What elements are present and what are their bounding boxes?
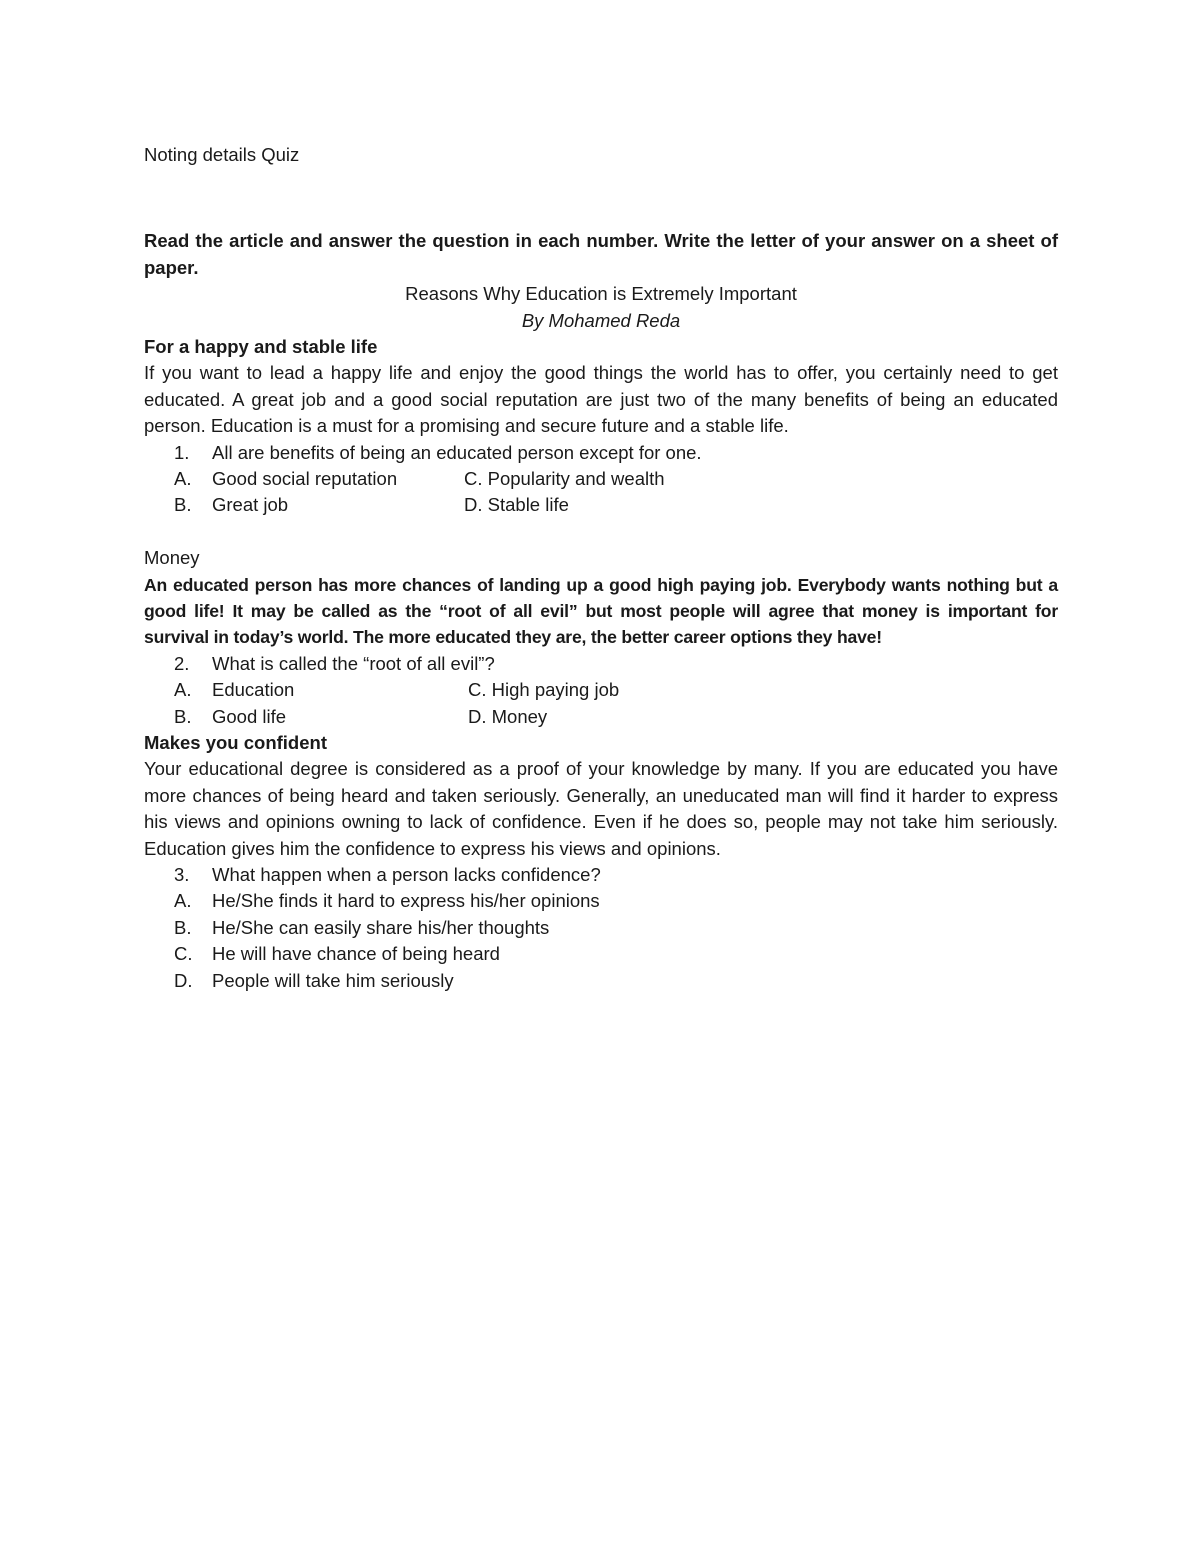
option-row [144,941,1058,967]
option-text-a: He/She finds it hard to express his/her opinions [212,890,600,912]
option-letter-a: A. [174,890,192,912]
option-letter-b: B. [174,705,192,727]
option-letter-d: D. [464,494,483,516]
question-text: What happen when a person lacks confidence? [212,864,601,886]
question-1 [144,440,1058,466]
option-letter-c: C. [464,468,483,490]
option-text-a: Education [212,679,295,701]
question-3 [144,862,1058,888]
option-row [144,492,1058,518]
option-c [464,466,665,492]
option-letter-a: A. [174,679,192,701]
document-title: Noting details Quiz [144,144,300,165]
option-text-b: Great job [212,494,289,516]
option-letter-b: B. [174,494,192,516]
section-heading: Money [144,547,200,569]
document-content [144,142,1058,994]
section-body: If you want to lead a happy life and enjoy the good things the world has to offer, you certainly need to get educated. A great job and a good social reputation are just two of the many benefits of being an educated person. Education is a must for a promising and secure future and a stable life. [144,362,1058,437]
option-letter-c: C. [468,679,487,701]
question-number: 1. [174,441,190,463]
option-text-d: People will take him seriously [212,969,454,991]
option-text-a: Good social reputation [212,468,398,490]
question-number: 3. [174,864,190,886]
option-letter-d: D. [174,969,193,991]
article-title: Reasons Why Education is Extremely Important [405,283,797,305]
option-d [468,704,547,730]
section-happy-stable-life [144,334,1058,519]
section-money [144,545,1058,730]
option-letter-b: B. [174,916,192,938]
section-body: An educated person has more chances of landing up a good high paying job. Everybody wants nothing but a good life! It may be called as the “root of all evil” but most people will agree that money is important for survival in today’s world. The more educated they are, the better career options they have! [144,574,1058,648]
question-2 [144,651,1058,677]
option-letter-a: A. [174,468,192,490]
question-text: All are benefits of being an educated person except for one. [212,441,702,463]
option-text-b: He/She can easily share his/her thoughts [212,916,550,938]
option-row [144,704,1058,730]
question-text: What is called the “root of all evil”? [212,652,495,674]
option-text-d: Money [491,705,548,727]
option-row [144,968,1058,994]
option-row [144,915,1058,941]
spacer [144,519,1058,545]
section-makes-you-confident [144,730,1058,994]
section-body: Your educational degree is considered as a proof of your knowledge by many. If you are educated you have more chances of being heard and taken seriously. Generally, an uneducated man will find it harder to express his views and opinions owning to lack of confidence. Even if he does so, people may not take him seriously. Education gives him the confidence to express his views and opinions. [144,758,1058,859]
option-text-d: Stable life [487,494,569,516]
option-text-b: Good life [212,705,287,727]
option-text-c: High paying job [491,679,620,701]
option-text-c: Popularity and wealth [487,468,665,490]
section-heading: Makes you confident [144,732,327,754]
option-row [144,466,1058,492]
article-byline: By Mohamed Reda [521,309,681,331]
option-text-c: He will have chance of being heard [212,943,500,965]
option-row [144,677,1058,703]
option-d [464,492,569,518]
instructions: Read the article and answer the question in each number. Write the letter of your answer on a sheet of paper. [144,230,1058,278]
option-c [468,677,619,703]
option-row [144,888,1058,914]
section-heading: For a happy and stable life [144,336,378,358]
option-letter-d: D. [468,705,487,727]
question-number: 2. [174,652,190,674]
option-letter-c: C. [174,943,193,965]
